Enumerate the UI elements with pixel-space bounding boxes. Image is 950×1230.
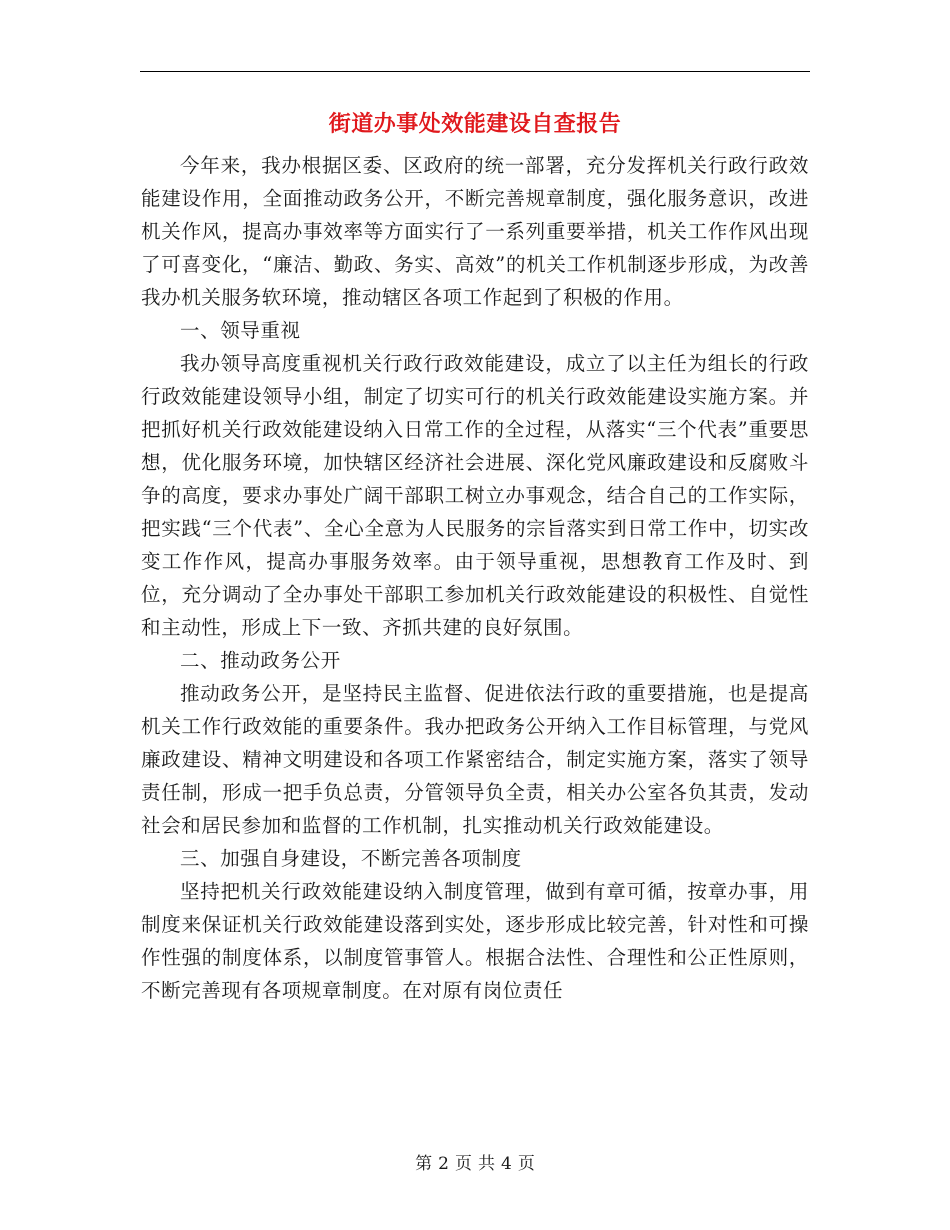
section-3-paragraph: 坚持把机关行政效能建设纳入制度管理，做到有章可循，按章办事，用制度来保证机关行政效能建设落到实处，逐步形成比较完善，针对性和可操作性强的制度体系，以制度管事管人。根据合法性、合理性和公正性原则，不断完善现有各项规章制度。在对原有岗位责任 [141, 880, 809, 1002]
header-rule [140, 71, 810, 72]
page-footer [0, 1152, 950, 1176]
section-2-paragraph: 推动政务公开，是坚持民主监督、促进依法行政的重要措施，也是提高机关工作行政效能的重要条件。我办把政务公开纳入工作目标管理，与党风廉政建设、精神文明建设和各项工作紧密结合，制定实施方案，落实了领导责任制，形成一把手负总责，分管领导负全责，相关办公室各负其责，发动社会和居民参加和监督的工作机制，扎实推动机关行政效能建设。 [141, 682, 809, 837]
footer-ye: 页 [455, 1154, 472, 1174]
footer-ye2: 页 [517, 1154, 535, 1174]
footer-di: 第 [415, 1154, 433, 1174]
footer-gong: 共 [478, 1154, 495, 1174]
section-1-paragraph: 我办领导高度重视机关行政行政效能建设，成立了以主任为组长的行政行政效能建设领导小组，制定了切实可行的机关行政效能建设实施方案。并把抓好机关行政效能建设纳入日常工作的全过程，从落实“三个代表”重要思想，优化服务环境，加快辖区经济社会进展、深化党风廉政建设和反腐败斗争的高度，要求办事处广阔干部职工树立办事观念，结合自己的工作实际，把实践“三个代表”、全心全意为人民服务的宗旨落实到日常工作中，切实改变工作作风，提高办事服务效率。由于领导重视，思想教育工作及时、到位，充分调动了全办事处干部职工参加机关行政效能建设的积极性、自觉性和主动性，形成上下一致、齐抓共建的良好氛围。 [141, 352, 809, 639]
section-heading-3: 三、加强自身建设，不断完善各项制度 [180, 847, 522, 870]
document-body [141, 149, 809, 1007]
footer-total-pages: 4 [501, 1154, 512, 1174]
section-heading-1: 一、领导重视 [180, 319, 301, 342]
document-title: 街道办事处效能建设自查报告 [328, 111, 622, 137]
section-heading-2: 二、推动政务公开 [180, 649, 341, 672]
intro-paragraph: 今年来，我办根据区委、区政府的统一部署，充分发挥机关行政行政效能建设作用，全面推动政务公开，不断完善规章制度，强化服务意识，改进机关作风，提高办事效率等方面实行了一系列重要举措，机关工作作风出现了可喜变化，“廉洁、勤政、务实、高效”的机关工作机制逐步形成，为改善我办机关服务软环境，推动辖区各项工作起到了积极的作用。 [141, 154, 809, 309]
footer-page-number: 2 [438, 1154, 449, 1174]
